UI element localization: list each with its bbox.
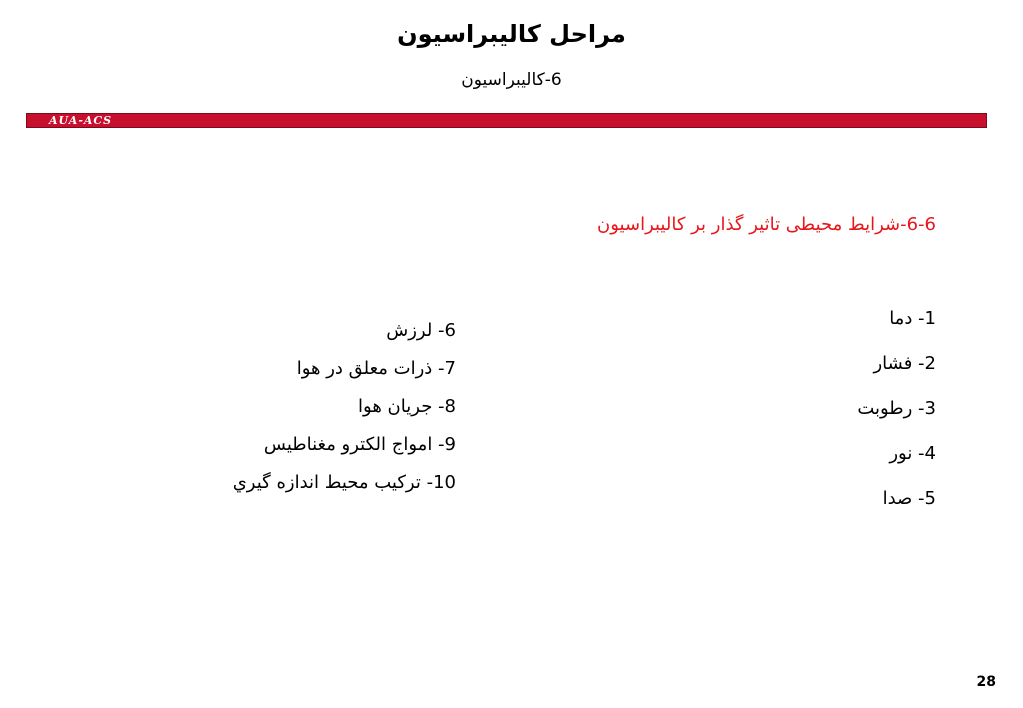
header-banner (26, 113, 987, 128)
section-heading: 6-6-شرایط محیطی تاثیر گذار بر کالیبراسیون (597, 214, 936, 235)
factor-list-right (857, 306, 936, 531)
factor-list-left (233, 318, 456, 508)
list-item: 4- نور (889, 443, 936, 464)
list-item: 3- رطوبت (857, 398, 936, 419)
list-item: 8- جریان هوا (358, 396, 456, 417)
list-item: 2- فشار (873, 353, 936, 374)
list-item: 9- امواج الکترو مغناطیس (263, 434, 456, 455)
page-title: مراحل كاليبراسيون (397, 20, 626, 48)
page-subtitle: 6-كاليبراسيون (461, 70, 562, 90)
list-item: 1- دما (889, 308, 936, 329)
page-number: 28 (976, 674, 996, 690)
banner-logo: AUA-ACS (49, 114, 113, 127)
list-item: 10- ترکیب محیط اندازه گیري (232, 472, 456, 493)
list-item: 5- صدا (882, 488, 936, 509)
list-item: 7- ذرات معلق در هوا (296, 358, 456, 379)
list-item: 6- لرزش (386, 320, 456, 341)
